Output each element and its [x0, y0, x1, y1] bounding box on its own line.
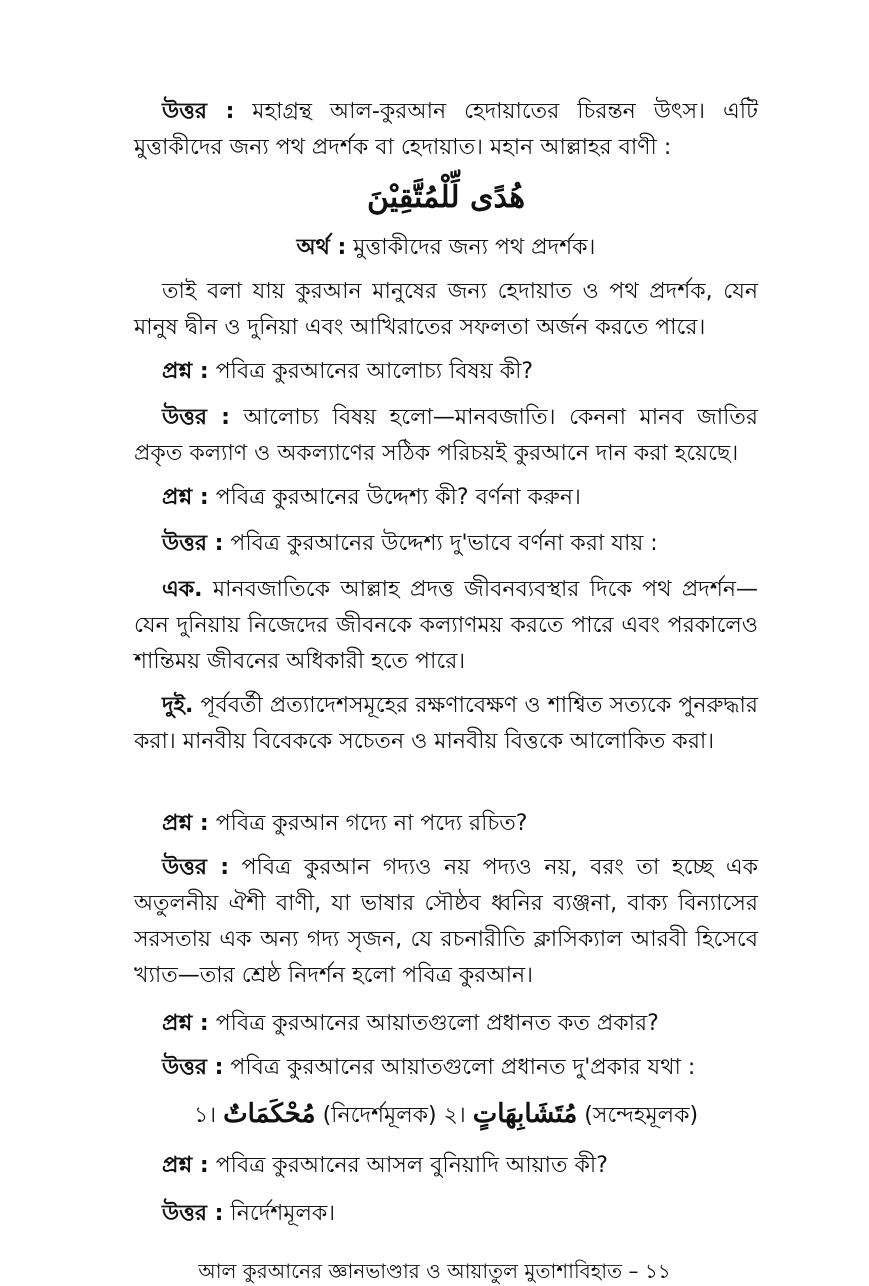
question-2 — [134, 480, 758, 516]
question-text: পবিত্র কুরআনের আলোচ্য বিষয় কী? — [208, 359, 534, 384]
question-label: প্রশ্ন : — [162, 485, 209, 510]
answer-label: উত্তর : — [162, 531, 224, 556]
question-4 — [134, 1006, 758, 1042]
question-label: প্রশ্ন : — [162, 1011, 209, 1036]
type-meaning-1: (নিদের্শমূলক) — [322, 1103, 437, 1128]
answer-label: উত্তর : — [162, 405, 230, 430]
answer-paragraph-2 — [134, 400, 758, 472]
paragraph-text: পবিত্র কুরআনের উদ্দেশ্য দু'ভাবে বর্ণনা করা যায় : — [223, 531, 658, 556]
paragraph-text: নির্দেশমূলক। — [223, 1201, 336, 1226]
question-text: পবিত্র কুরআনের আসল বুনিয়াদি আয়াত কী? — [208, 1153, 608, 1178]
point-label: দুই. — [162, 693, 194, 718]
verse-types-line — [134, 1094, 758, 1136]
type-meaning-2: (সন্দেহমূলক) — [584, 1103, 699, 1128]
question-1 — [134, 354, 758, 390]
paragraph-text: পূর্ববর্তী প্রত্যাদেশসমূহের রক্ষণাবেক্ষণ ও শাশ্বিত সত্যকে পুনরুদ্ধার করা। মানবীয় বিবেককে সচেতন ও মানবীয় বিত্তকে আলোকিত করা। — [134, 693, 758, 754]
paragraph-text: মানবজাতিকে আল্লাহ প্রদত্ত জীবনব্যবস্থার দিকে পথ প্রদর্শন—যেন দুনিয়ায় নিজেদের জীবনকে কল্যাণময় করতে পারে এবং পরকালেও শান্তিময় জীবনের অধিকারী হতে পারে। — [134, 577, 758, 674]
meaning-text: মুত্তাকীদের জন্য পথ প্রদর্শক। — [346, 235, 596, 260]
arabic-verse: هُدًى لِّلْمُتَّقِيْنَ — [366, 180, 526, 215]
question-label: প্রশ্ন : — [162, 359, 209, 384]
answer-paragraph-1 — [134, 94, 758, 166]
arabic-term-muhkamat: مُحْكَمَاتٌ — [223, 1099, 316, 1129]
point-one — [134, 572, 758, 680]
answer-paragraph-4 — [134, 850, 758, 994]
type-number-1: ১। — [193, 1103, 217, 1128]
answer-paragraph-6 — [134, 1196, 758, 1232]
type-number-2: ২। — [443, 1103, 466, 1128]
point-two — [134, 688, 758, 760]
answer-label: উত্তর : — [162, 855, 230, 880]
paragraph-text: মহাগ্রন্থ আল-কুরআন হেদায়াতের চিরন্তন উৎস। এটি মুত্তাকীদের জন্য পথ প্রদর্শক বা হেদায়াত। মহান আল্লাহর বাণী : — [134, 99, 758, 160]
answer-label: উত্তর : — [162, 99, 235, 124]
page-footer: আল কুরআনের জ্ঞানভাণ্ডার ও আয়াতুল মুতাশাবিহাত – ১১ — [198, 1259, 671, 1283]
question-text: পবিত্র কুরআনের উদ্দেশ্য কী? বর্ণনা করুন। — [208, 485, 581, 510]
answer-label: উত্তর : — [162, 1055, 224, 1080]
answer-paragraph-3 — [134, 526, 758, 562]
paragraph-text: পবিত্র কুরআনের আয়াতগুলো প্রধানত দু'প্রকার যথা : — [223, 1055, 696, 1080]
point-label: এক. — [162, 577, 203, 602]
answer-label: উত্তর : — [162, 1201, 224, 1226]
question-label: প্রশ্ন : — [162, 1153, 209, 1178]
paragraph-text: পবিত্র কুরআন গদ্যও নয় পদ্যও নয়, বরং তা হচ্ছে এক অতুলনীয় ঐশী বাণী, যা ভাষার সৌষ্ঠব ধ্বনির ব্যঞ্জনা, বাক্য বিন্যাসের সরসতায় এক অন্য গদ্য সৃজন, যে রচনারীতি ক্লাসিক্যাল আরবী হিসেবে খ্যাত—তার শ্রেষ্ঠ নিদর্শন হলো পবিত্র কুরআন। — [134, 855, 758, 988]
question-label: প্রশ্ন : — [162, 811, 209, 836]
question-text: পবিত্র কুরআনের আয়াতগুলো প্রধানত কত প্রকার? — [208, 1011, 659, 1036]
answer-paragraph-5 — [134, 1050, 758, 1086]
question-5 — [134, 1148, 758, 1184]
arabic-term-mutashabihat: مُتَشَابِهَاتٍ — [472, 1099, 578, 1129]
paragraph-text: আলোচ্য বিষয় হলো—মানবজাতি। কেননা মানব জাতির প্রকৃত কল্যাণ ও অকল্যাণের সঠিক পরিচয়ই কুরআনে দান করা হয়েছে। — [134, 405, 758, 466]
question-3 — [134, 806, 758, 842]
paragraph-conclusion: তাই বলা যায় কুরআন মানুষের জন্য হেদায়াত ও পথ প্রদর্শক, যেন মানুষ দ্বীন ও দুনিয়া এবং আখিরাতের সফলতা অর্জন করতে পারে। — [134, 279, 758, 340]
question-text: পবিত্র কুরআন গদ্যে না পদ্যে রচিত? — [208, 811, 528, 836]
meaning-label: অর্থ : — [296, 235, 347, 260]
meaning-line — [134, 230, 758, 266]
